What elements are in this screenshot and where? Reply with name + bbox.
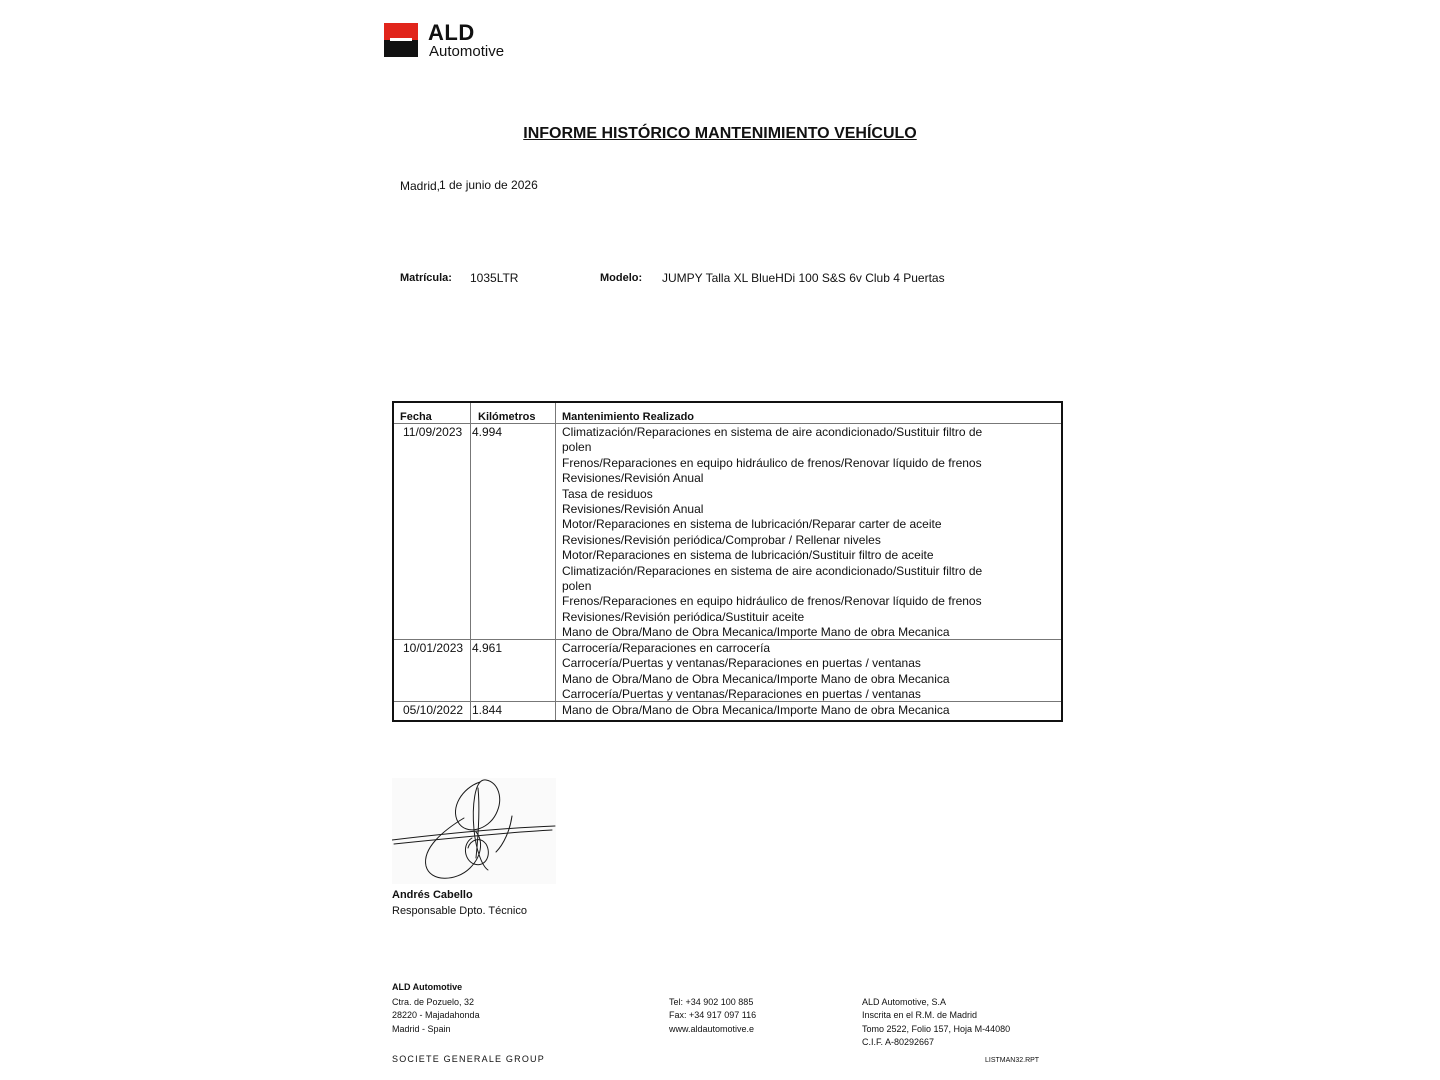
maintenance-line: Climatización/Reparaciones en sistema de aire acondicionado/Sustituir filtro de: [562, 425, 983, 439]
report-title: INFORME HISTÓRICO MANTENIMIENTO VEHÍCULO: [523, 125, 917, 142]
row-date: 11/09/2023: [403, 425, 463, 439]
row-date: 10/01/2023: [403, 641, 464, 655]
maintenance-line: Mano de Obra/Mano de Obra Mecanica/Importe Mano de obra Mecanica: [562, 703, 950, 717]
maintenance-line: Carrocería/Reparaciones en carrocería: [562, 641, 771, 655]
signature-image: [392, 778, 556, 884]
maintenance-line: Tasa de residuos: [562, 487, 653, 501]
header-mantenimiento: Mantenimiento Realizado: [562, 411, 695, 423]
maintenance-line: Mano de Obra/Mano de Obra Mecanica/Importe Mano de obra Mecanica: [562, 625, 950, 639]
maintenance-line: Revisiones/Revisión Anual: [562, 502, 704, 516]
maintenance-line: Carrocería/Puertas y ventanas/Reparaciones en puertas / ventanas: [562, 656, 921, 670]
maintenance-line: Carrocería/Puertas y ventanas/Reparaciones en puertas / ventanas: [562, 687, 921, 701]
maintenance-line: Frenos/Reparaciones en equipo hidráulico de frenos/Renovar líquido de frenos: [562, 594, 982, 608]
signatory-name: Andrés Cabello: [392, 889, 473, 901]
maintenance-line: Revisiones/Revisión periódica/Comprobar / Rellenar niveles: [562, 533, 881, 547]
maintenance-line: Frenos/Reparaciones en equipo hidráulico de frenos/Renovar líquido de frenos: [562, 456, 982, 470]
group-wordmark: SOCIETE GENERALE GROUP: [392, 1054, 545, 1064]
maintenance-line: Mano de Obra/Mano de Obra Mecanica/Importe Mano de obra Mecanica: [562, 672, 950, 686]
signature-scribble: [392, 778, 556, 884]
plate-label: Matrícula:: [400, 272, 452, 284]
signatory-role: Responsable Dpto. Técnico: [392, 905, 527, 917]
footer-address-line: Madrid - Spain: [392, 1024, 451, 1034]
footer-address-line: Ctra. de Pozuelo, 32: [392, 997, 475, 1007]
logo-mark-black-half: [384, 40, 418, 57]
footer-fax: Fax: +34 917 097 116: [669, 1010, 757, 1020]
maintenance-line: Revisiones/Revisión periódica/Sustituir aceite: [562, 610, 805, 624]
ald-logo-mark: [384, 23, 418, 57]
footer-legal-line: C.I.F. A-80292667: [862, 1037, 935, 1047]
header-divider: [394, 423, 1061, 424]
plate-value: 1035LTR: [470, 271, 519, 285]
header-kilometros: Kilómetros: [478, 411, 536, 423]
footer-company: ALD Automotive: [392, 982, 463, 992]
footer-legal-line: Tomo 2522, Folio 157, Hoja M-44080: [862, 1024, 1011, 1034]
row-km: 4.961: [472, 641, 503, 655]
report-code: LISTMAN32.RPT: [985, 1057, 1040, 1064]
logo-mark-white-bar: [390, 38, 412, 41]
model-value: JUMPY Talla XL BlueHDi 100 S&S 6v Club 4 Puertas: [662, 271, 945, 285]
footer-legal-line: Inscrita en el R.M. de Madrid: [862, 1010, 978, 1020]
maintenance-line: Revisiones/Revisión Anual: [562, 471, 704, 485]
report-date: 1 de junio de 2026: [439, 178, 538, 192]
footer-legal-line: ALD Automotive, S.A: [862, 997, 947, 1007]
maintenance-table: [392, 401, 1063, 722]
maintenance-line: polen: [562, 440, 592, 454]
footer-address-line: 28220 - Majadahonda: [392, 1010, 480, 1020]
row-km: 4.994: [472, 425, 503, 439]
logo-wordmark-automotive: Automotive: [429, 43, 505, 60]
column-divider: [555, 403, 556, 720]
maintenance-line: polen: [562, 579, 592, 593]
maintenance-line: Climatización/Reparaciones en sistema de aire acondicionado/Sustituir filtro de: [562, 564, 983, 578]
column-divider: [470, 403, 471, 720]
logo-wordmark-ald: ALD: [428, 20, 475, 45]
model-label: Modelo:: [600, 272, 643, 284]
row-km: 1.844: [472, 703, 503, 717]
header-fecha: Fecha: [400, 411, 432, 423]
footer-phone: Tel: +34 902 100 885: [669, 997, 754, 1007]
maintenance-line: Motor/Reparaciones en sistema de lubricación/Reparar carter de aceite: [562, 517, 942, 531]
maintenance-line: Motor/Reparaciones en sistema de lubricación/Sustituir filtro de aceite: [562, 548, 934, 562]
row-date: 05/10/2022: [403, 703, 464, 717]
place-label: Madrid,: [400, 179, 441, 193]
footer-website: www.aldautomotive.e: [669, 1024, 755, 1034]
